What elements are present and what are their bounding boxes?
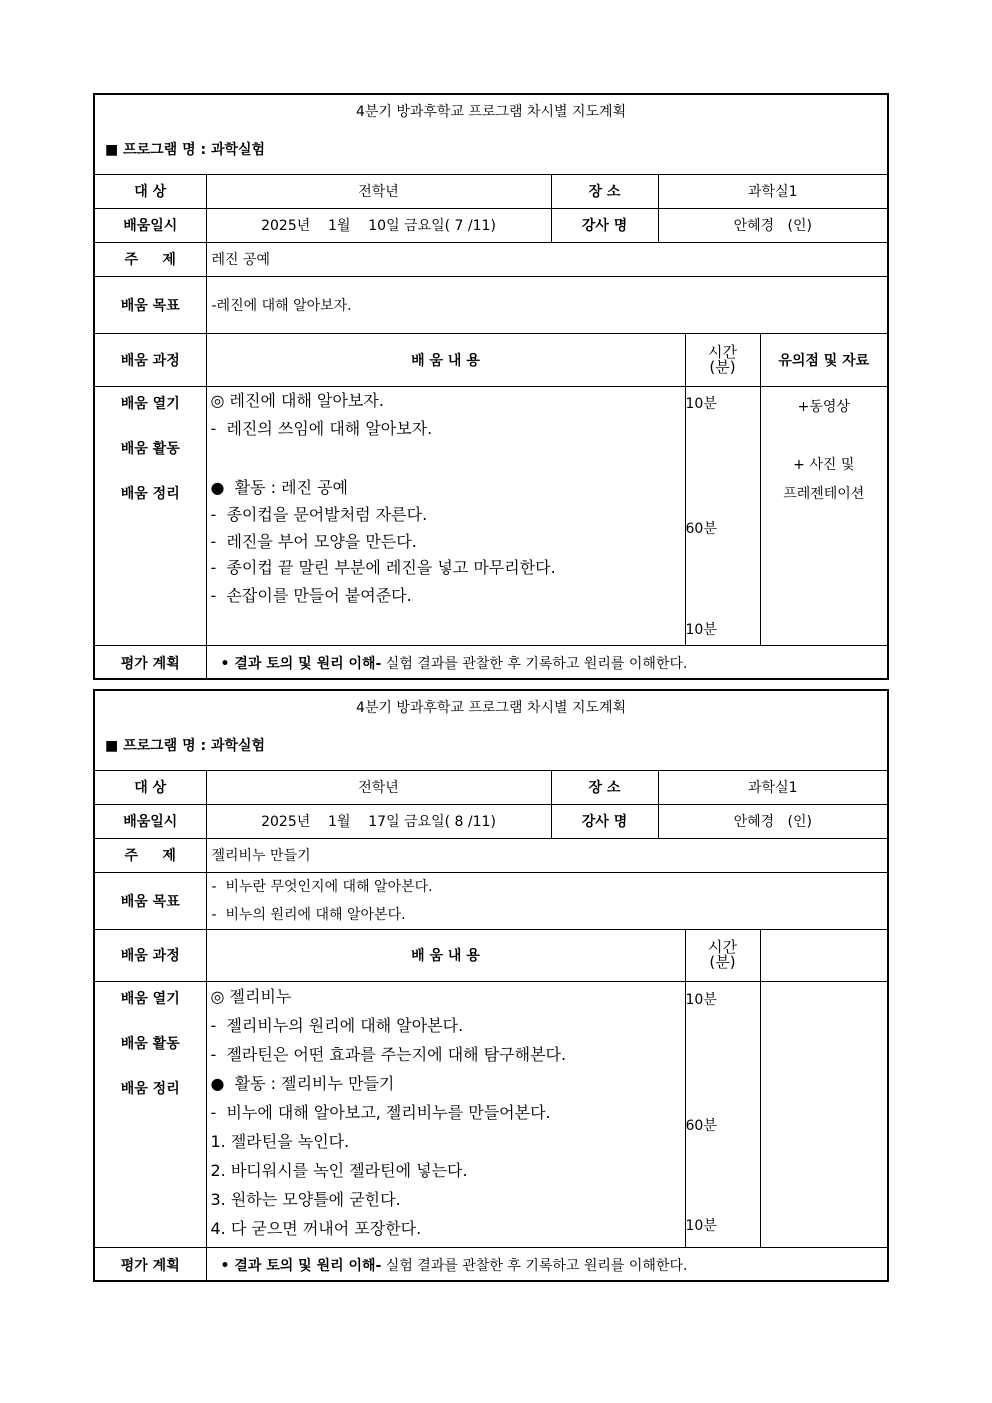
teacher-value (658, 208, 887, 242)
topic-value: 레진 공예 (206, 242, 887, 276)
content-line: - 젤리비누의 원리에 대해 알아본다. (210, 1015, 464, 1035)
eval-description: 실험 결과를 관찰한 후 기록하고 원리를 이해한다. (381, 655, 688, 672)
teacher-name: 안혜경 (인) (733, 814, 812, 830)
place-value: 과학실1 (658, 770, 887, 804)
date-label: 배움일시 (95, 208, 206, 242)
lesson-plan-2 (93, 689, 889, 1282)
stage-close: 배움 정리 (120, 1080, 180, 1097)
place-value: 과학실1 (658, 174, 887, 208)
time-open: 10분 (685, 395, 717, 412)
content-line: 1. 젤라틴을 녹인다. (210, 1131, 350, 1151)
stages-column (95, 981, 206, 1247)
time-close: 10분 (685, 621, 717, 638)
content-line: - 종이컵 끝 말린 부분에 레진을 넣고 마무리한다. (210, 558, 556, 577)
time-header (685, 929, 760, 981)
notes-header: 유의점 및 자료 (760, 333, 887, 386)
notes-header (760, 929, 887, 981)
content-line: 4. 다 굳으면 꺼내어 포장한다. (210, 1218, 422, 1238)
content-line: 2. 바디워시를 녹인 젤라틴에 넣는다. (210, 1160, 468, 1180)
content-line: - 종이컵을 문어발처럼 자른다. (210, 505, 428, 524)
topic-label: 주 제 (95, 838, 206, 872)
content-line: ◎ 젤리비누 (210, 986, 292, 1006)
date-value: 2025년 1월 10일 금요일( 7 /11) (206, 208, 551, 242)
goal-line: -레진에 대해 알아보자. (211, 297, 352, 314)
program-name: ■ 프로그램 명 : 과학실험 (95, 735, 887, 770)
goal-line: - 비누란 무엇인지에 대해 알아본다. (211, 878, 433, 895)
time-activity: 60분 (685, 520, 717, 537)
lesson-plan-1 (93, 93, 889, 680)
target-label: 대 상 (95, 770, 206, 804)
time-header-line-1: 시간 (708, 342, 737, 361)
date-value: 2025년 1월 17일 금요일( 8 /11) (206, 804, 551, 838)
eval-criterion: • 결과 토의 및 원리 이해- (220, 1257, 382, 1274)
note-line: + 사진 및 (793, 456, 855, 473)
times-column (685, 386, 760, 645)
eval-value (206, 645, 887, 680)
time-header-line-1: 시간 (708, 938, 737, 956)
teacher-label: 강사 명 (551, 804, 658, 838)
time-header-line-2: (분) (709, 357, 736, 376)
program-name: ■ 프로그램 명 : 과학실험 (95, 139, 887, 174)
content-line: - 레진의 쓰임에 대해 알아보자. (210, 419, 433, 438)
content-column (206, 386, 685, 645)
content-line: - 손잡이를 만들어 붙여준다. (210, 585, 412, 605)
content-line: ● 활동 : 레진 공예 (210, 477, 349, 497)
stage-open: 배움 열기 (120, 990, 180, 1007)
goal-line: - 비누의 원리에 대해 알아본다. (211, 906, 406, 923)
teacher-value (658, 804, 887, 838)
content-line: - 젤라틴은 어떤 효과를 주는지에 대해 탐구해본다. (210, 1044, 567, 1064)
teacher-label: 강사 명 (551, 208, 658, 242)
topic-label: 주 제 (95, 242, 206, 276)
time-close: 10분 (685, 1217, 717, 1234)
time-header-line-2: (분) (709, 953, 736, 971)
plan-title: 4분기 방과후학교 프로그램 차시별 지도계획 (355, 104, 627, 120)
time-header (685, 333, 760, 386)
content-line: 3. 원하는 모양틀에 굳힌다. (210, 1189, 401, 1209)
goal-label: 배움 목표 (95, 872, 206, 929)
process-label: 배움 과정 (95, 929, 206, 981)
target-value: 전학년 (206, 174, 551, 208)
stage-close: 배움 정리 (120, 485, 180, 502)
time-activity: 60분 (685, 1117, 717, 1134)
note-line: +동영상 (797, 398, 850, 415)
notes-column (760, 386, 887, 645)
teacher-name: 안혜경 (인) (733, 218, 812, 234)
note-line (761, 422, 888, 451)
place-label: 장 소 (551, 770, 658, 804)
time-open: 10분 (685, 991, 717, 1008)
content-column (206, 981, 685, 1247)
notes-column (760, 981, 887, 1247)
content-line: - 비누에 대해 알아보고, 젤리비누를 만들어본다. (210, 1102, 551, 1122)
content-header: 배 움 내 용 (206, 929, 685, 981)
process-label: 배움 과정 (95, 333, 206, 386)
date-label: 배움일시 (95, 804, 206, 838)
stages-column (95, 386, 206, 645)
place-label: 장 소 (551, 174, 658, 208)
content-line (211, 444, 685, 474)
plan-title: 4분기 방과후학교 프로그램 차시별 지도계획 (355, 700, 627, 716)
goal-label: 배움 목표 (95, 276, 206, 333)
stage-activity: 배움 활동 (120, 440, 180, 457)
content-header: 배 움 내 용 (206, 333, 685, 386)
eval-description: 실험 결과를 관찰한 후 기록하고 원리를 이해한다. (381, 1257, 688, 1274)
stage-open: 배움 열기 (120, 395, 180, 412)
content-line: ● 활동 : 젤리비누 만들기 (210, 1073, 395, 1093)
content-line: ◎ 레진에 대해 알아보자. (210, 390, 384, 410)
target-value: 전학년 (206, 770, 551, 804)
target-label: 대 상 (95, 174, 206, 208)
goal-value (206, 872, 887, 929)
eval-value (206, 1247, 887, 1282)
eval-label: 평가 계획 (95, 645, 206, 680)
stage-activity: 배움 활동 (120, 1035, 180, 1052)
eval-criterion: • 결과 토의 및 원리 이해- (220, 655, 382, 672)
topic-value: 젤리비누 만들기 (206, 838, 887, 872)
note-line: 프레젠테이션 (783, 485, 865, 502)
goal-value (206, 276, 887, 333)
content-line: - 레진을 부어 모양을 만든다. (210, 531, 417, 551)
eval-label: 평가 계획 (95, 1247, 206, 1282)
times-column (685, 981, 760, 1247)
